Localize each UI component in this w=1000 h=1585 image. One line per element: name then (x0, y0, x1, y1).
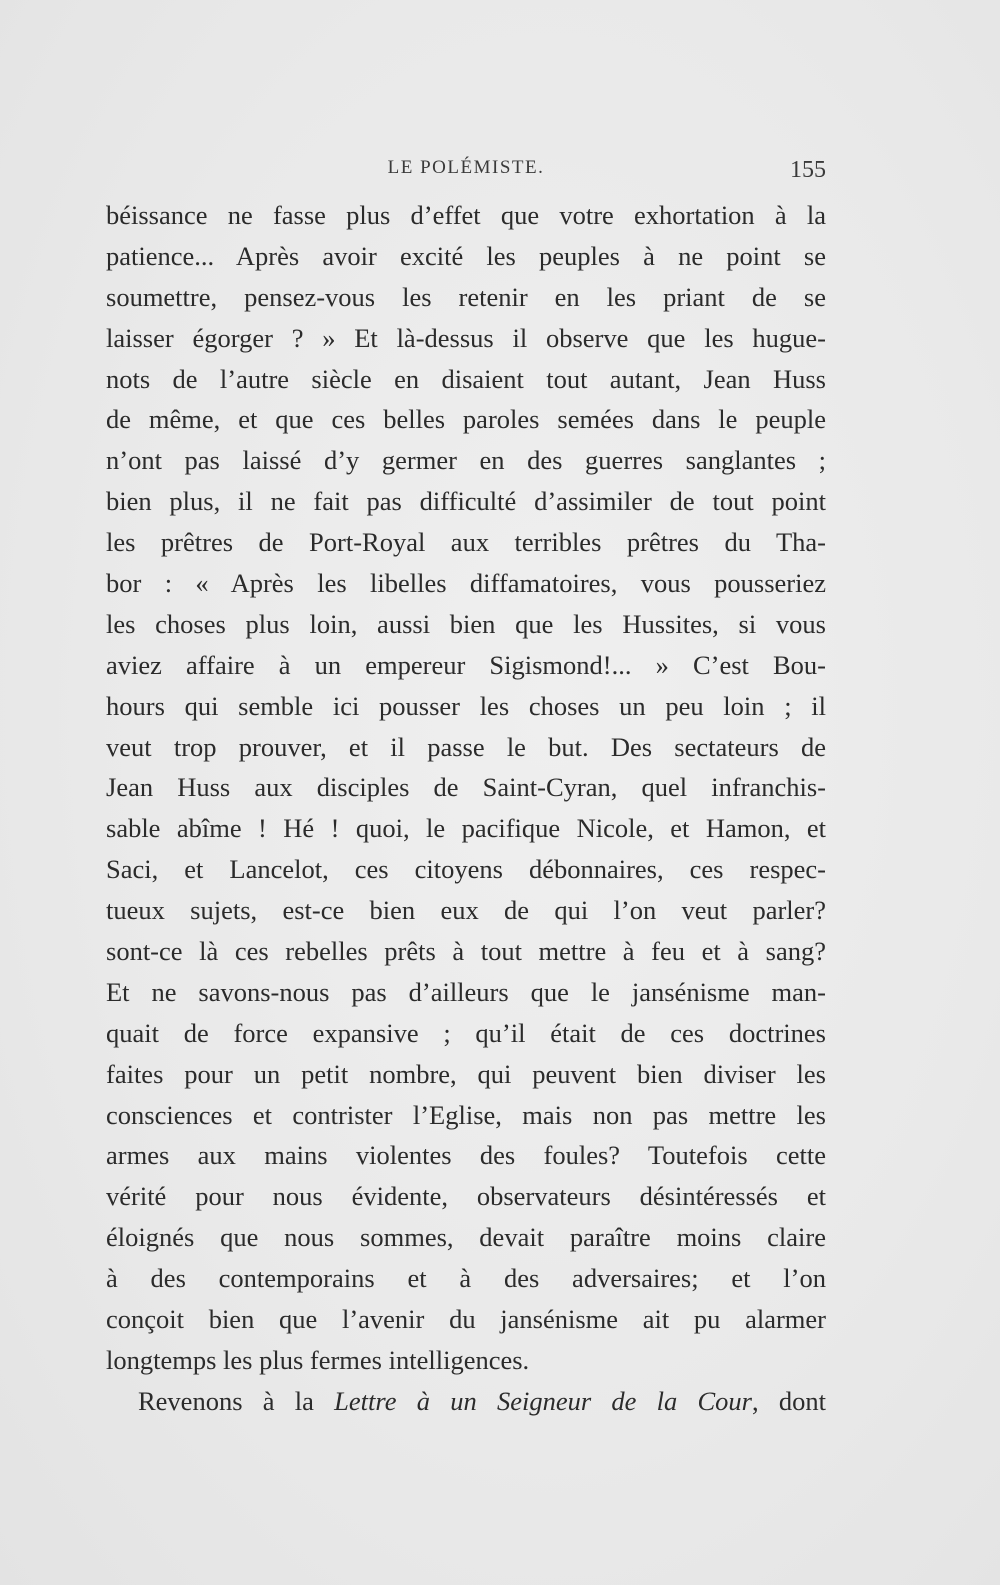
text-line: éloignés que nous sommes, devait paraître moins claire (106, 1222, 826, 1253)
text-line: tueux sujets, est-ce bien eux de qui l’on veut parler? (106, 895, 826, 926)
text-line: laisser égorger ? » Et là-dessus il observe que les hugue- (106, 322, 826, 353)
text-line: de même, et que ces belles paroles semées dans le peuple (106, 404, 826, 435)
text-line: aviez affaire à un empereur Sigismond!... » C’est Bou- (106, 649, 826, 680)
text-line: n’ont pas laissé d’y germer en des guerres sanglantes ; (106, 445, 826, 476)
text-line: bor : « Après les libelles diffamatoires, vous pousseriez (106, 568, 826, 599)
text-line: conçoit bien que l’avenir du jansénisme ait pu alarmer (106, 1304, 826, 1335)
text-fragment: Revenons à la (138, 1385, 335, 1416)
text-line: bien plus, il ne fait pas difficulté d’assimiler de tout point (106, 486, 826, 517)
text-line: les choses plus loin, aussi bien que les Hussites, si vous (106, 608, 826, 639)
text-line: béissance ne fasse plus d’effet que votre exhortation à la (106, 200, 826, 230)
text-line: longtemps les plus fermes intelligences. (106, 1344, 530, 1375)
text-line: quait de force expansive ; qu’il était de ces doctrines (106, 1017, 826, 1048)
text-line: Jean Huss aux disciples de Saint-Cyran, quel infranchis- (106, 772, 826, 803)
text-line: soumettre, pensez-vous les retenir en les priant de se (106, 281, 826, 312)
text-line: consciences et contrister l’Eglise, mais non pas mettre les (106, 1099, 826, 1130)
body-text (106, 195, 826, 1422)
text-line: Saci, et Lancelot, ces citoyens débonnaires, ces respec- (106, 854, 826, 885)
text-line: vérité pour nous évidente, observateurs désintéressés et (106, 1181, 826, 1212)
page-number: 155 (790, 157, 826, 183)
text-line: hours qui semble ici pousser les choses un peu loin ; il (106, 690, 826, 721)
text-line: Et ne savons-nous pas d’ailleurs que le jansénisme man- (106, 976, 826, 1007)
text-fragment: , dont (752, 1385, 826, 1416)
paragraph-start-line (106, 1381, 826, 1422)
text-line: veut trop prouver, et il passe le but. Des sectateurs de (106, 731, 826, 762)
text-line: patience... Après avoir excité les peuples à ne point se (106, 240, 826, 271)
text-line: armes aux mains violentes des foules? Toutefois cette (106, 1140, 826, 1171)
text-line: nots de l’autre siècle en disaient tout autant, Jean Huss (106, 363, 826, 394)
text-line: les prêtres de Port-Royal aux terribles prêtres du Tha- (106, 527, 826, 558)
text-line: sable abîme ! Hé ! quoi, le pacifique Nicole, et Hamon, et (106, 813, 826, 844)
running-title: LE POLÉMISTE. (387, 157, 545, 178)
text-line: sont-ce là ces rebelles prêts à tout mettre à feu et à sang? (106, 936, 826, 967)
text-line: à des contemporains et à des adversaires; et l’on (106, 1263, 826, 1294)
italic-book-title: Lettre à un Seigneur de la Cour (334, 1385, 752, 1416)
page-header (106, 157, 826, 187)
text-line: faites pour un petit nombre, qui peuvent bien diviser les (106, 1058, 826, 1089)
